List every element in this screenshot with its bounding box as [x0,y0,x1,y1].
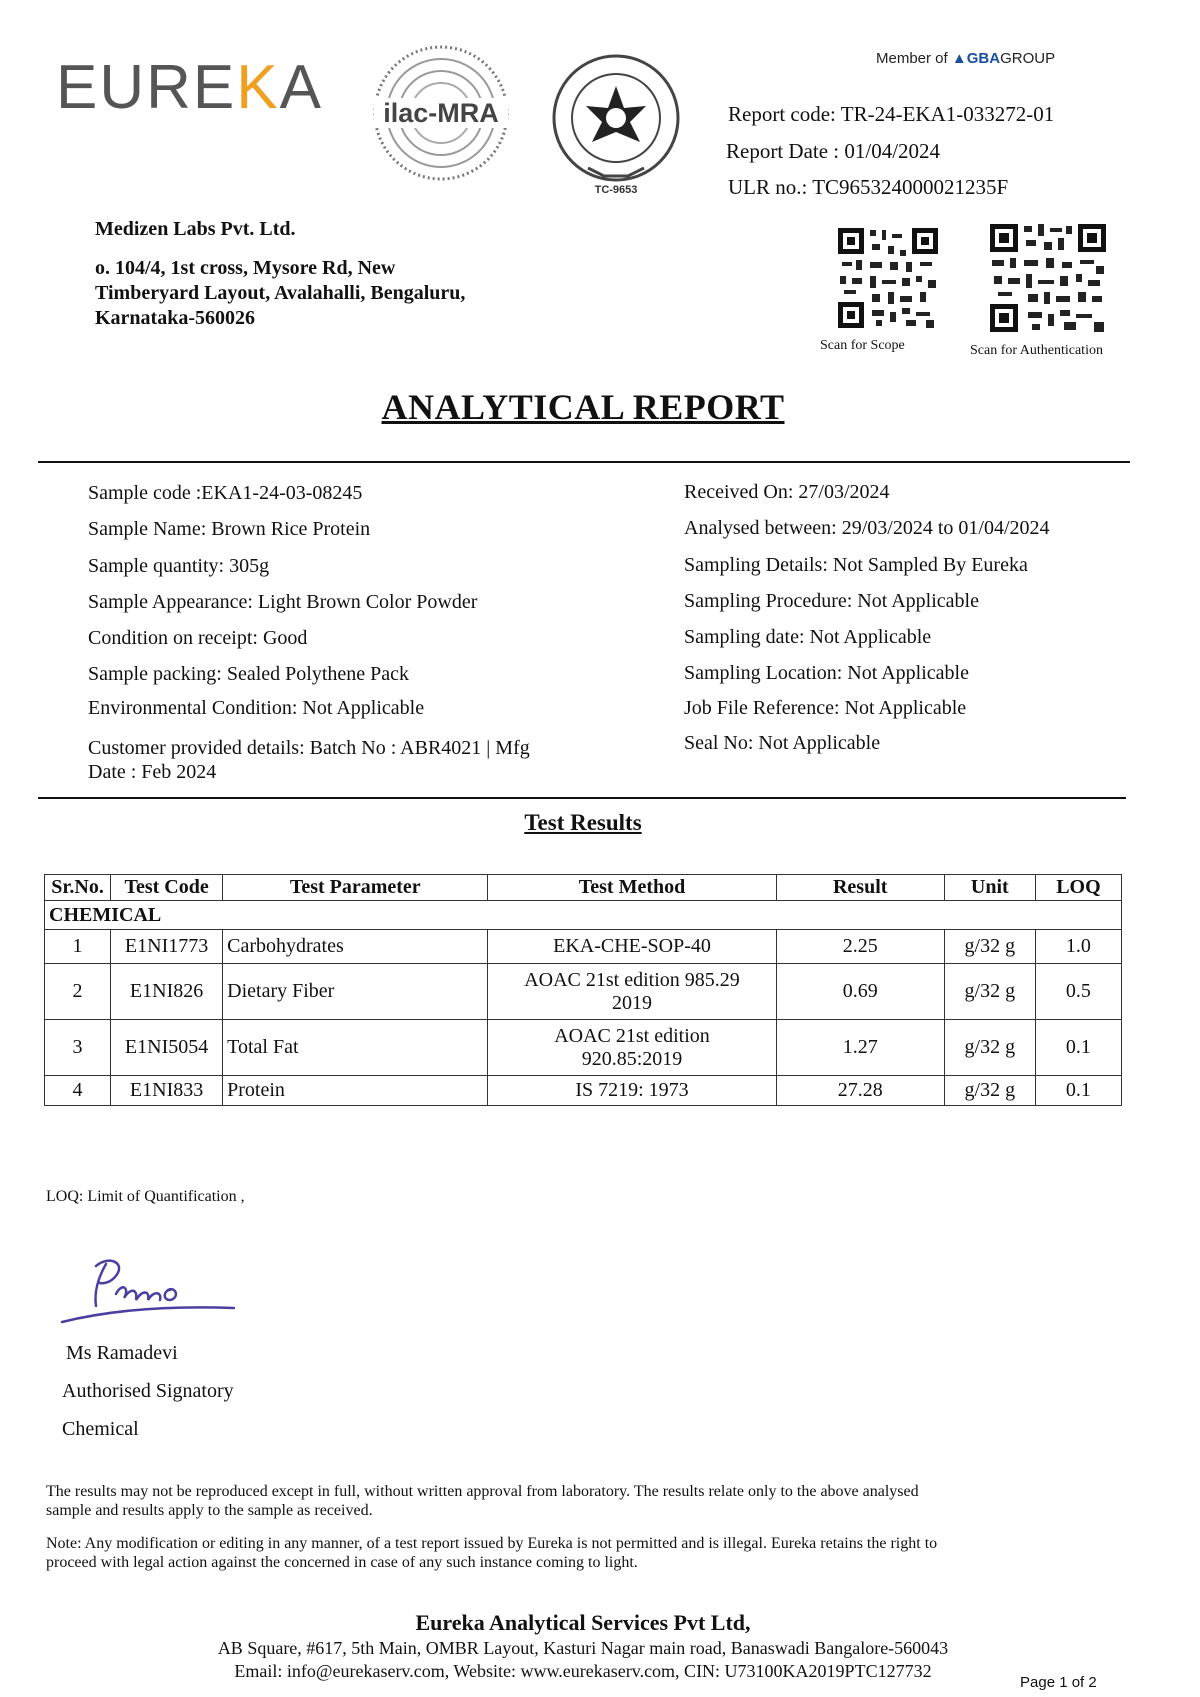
page-number: Page 1 of 2 [1020,1674,1097,1691]
analysed-between: Analysed between: 29/03/2024 to 01/04/2024 [684,517,1050,540]
cell-loq: 1.0 [1035,930,1121,964]
cell-test-parameter: Dietary Fiber [223,964,488,1020]
cell-sr-no: 1 [45,930,111,964]
sample-quantity: Sample quantity: 305g [88,554,270,577]
col-header-test-parameter: Test Parameter [223,875,488,901]
tc-number: TC-9653 [594,184,638,196]
section-label: CHEMICAL [45,901,1122,930]
cell-sr-no: 4 [45,1076,111,1106]
test-results-title: Test Results [524,810,642,835]
col-header-test-code: Test Code [111,875,223,901]
cell-result: 27.28 [776,1076,944,1106]
cell-sr-no: 3 [45,1020,111,1076]
method-line1: IS 7219: 1973 [575,1079,689,1101]
cell-result: 2.25 [776,930,944,964]
report-code: Report code: TR-24-EKA1-033272-01 [728,102,1055,126]
eureka-logo [56,52,323,123]
logo-text-part: EURE [56,53,237,122]
cell-result: 0.69 [776,964,944,1020]
signatory-title: Authorised Signatory [62,1380,234,1402]
col-header-unit: Unit [944,875,1035,901]
authentication-qr-code[interactable] [988,222,1108,334]
cell-test-code: E1NI1773 [111,930,223,964]
cell-test-code: E1NI833 [111,1076,223,1106]
received-on: Received On: 27/03/2024 [684,481,890,503]
cell-result: 1.27 [776,1020,944,1076]
table-row [45,1076,1122,1106]
method-line1: EKA-CHE-SOP-40 [553,935,711,957]
cell-unit: g/32 g [944,930,1035,964]
cell-test-method [488,1076,776,1106]
sample-info-right [684,480,1050,755]
method-line1: AOAC 21st edition [554,1024,710,1047]
sampling-details: Sampling Details: Not Sampled By Eureka [684,553,1028,576]
table-row [45,964,1122,1020]
cell-test-code: E1NI826 [111,964,223,1020]
condition-on-receipt: Condition on receipt: Good [88,627,308,650]
authentication-qr-label: Scan for Authentication [970,343,1103,358]
sampling-location: Sampling Location: Not Applicable [684,662,969,685]
footer-contact: Email: info@eurekaserv.com, Website: www.eurekaserv.com, CIN: U73100KA2019PTC127732 [234,1661,932,1681]
loq-note: LOQ: Limit of Quantification , [46,1188,245,1205]
cell-test-parameter: Carbohydrates [223,930,488,964]
disclaimer-modification [46,1534,937,1572]
footer-company: Eureka Analytical Services Pvt Ltd, [415,1610,751,1635]
job-file-reference: Job File Reference: Not Applicable [684,697,967,720]
report-date: Report Date : 01/04/2024 [726,139,941,163]
divider [38,797,1126,799]
table-row [45,930,1122,964]
disclaimer-reproduction [46,1482,919,1520]
scope-qr-code[interactable] [836,226,940,330]
signatory-department: Chemical [62,1418,139,1440]
member-of-gba [876,50,1055,67]
method-line2: 2019 [612,991,652,1014]
report-title: ANALYTICAL REPORT [381,387,785,427]
method-line1: AOAC 21st edition 985.29 [524,968,740,991]
logo-text-accent: K [236,53,280,122]
divider [38,461,1130,463]
customer-name: Medizen Labs Pvt. Ltd. [95,218,296,240]
sample-info-left [88,481,530,784]
disclaimer-line: The results may not be reproduced except in full, without written approval from laboratory. The results relate only to the above analysed [46,1483,919,1500]
col-header-test-method: Test Method [488,875,776,901]
col-header-sr-no: Sr.No. [45,875,111,901]
results-table [44,874,1122,1106]
gba-icon: ▲ [951,50,967,67]
table-row [45,1020,1122,1076]
cell-test-code: E1NI5054 [111,1020,223,1076]
ulr-number: ULR no.: TC965324000021235F [728,175,1009,199]
footer-address: AB Square, #617, 5th Main, OMBR Layout, Kasturi Nagar main road, Banaswadi Bangalore-560043 [217,1638,949,1658]
cell-loq: 0.5 [1035,964,1121,1020]
member-prefix: Member of [876,50,948,67]
customer-address-line3: Karnataka-560026 [95,307,255,329]
sample-name: Sample Name: Brown Rice Protein [88,518,371,541]
cell-unit: g/32 g [944,1020,1035,1076]
sampling-procedure: Sampling Procedure: Not Applicable [684,589,979,612]
col-header-result: Result [776,875,944,901]
sample-packing: Sample packing: Sealed Polythene Pack [88,663,410,686]
section-row [45,901,1122,930]
cell-loq: 0.1 [1035,1020,1121,1076]
customer-address-line1: o. 104/4, 1st cross, Mysore Rd, New [95,257,396,279]
scope-qr-label: Scan for Scope [820,338,905,353]
table-header-row [45,875,1122,901]
cell-test-method [488,930,776,964]
sampling-date: Sampling date: Not Applicable [684,626,932,649]
cell-unit: g/32 g [944,964,1035,1020]
disclaimer-line: proceed with legal action against the concerned in case of any such instance coming to light. [46,1554,638,1571]
member-group: GBA [966,50,1001,67]
method-line2: 920.85:2019 [581,1047,683,1070]
disclaimer-line: sample and results apply to the sample as received. [46,1502,373,1519]
nabl-seal [548,50,684,200]
cell-test-method [488,964,776,1020]
customer-address-line2: Timberyard Layout, Avalahalli, Bengaluru, [95,282,466,304]
logo-text-part: A [279,53,323,122]
sample-appearance: Sample Appearance: Light Brown Color Powder [88,590,478,613]
customer-provided-details: Customer provided details: Batch No : ABR4021 | Mfg [88,737,530,760]
environmental-condition: Environmental Condition: Not Applicable [88,697,425,720]
disclaimer-line: Note: Any modification or editing in any manner, of a test report issued by Eureka is not permitted and is illegal. Eureka retains the right to [46,1535,938,1552]
cell-test-parameter: Total Fat [223,1020,488,1076]
cell-sr-no: 2 [45,964,111,1020]
member-group-suffix: GROUP [1000,50,1056,67]
customer-provided-details-cont: Date : Feb 2024 [88,761,217,784]
col-header-loq: LOQ [1035,875,1121,901]
cell-loq: 0.1 [1035,1076,1121,1106]
signatory-name: Ms Ramadevi [66,1342,178,1364]
ilac-mra-text: ilac-MRA [383,98,499,128]
signature [58,1248,238,1324]
seal-no: Seal No: Not Applicable [684,732,881,755]
ilac-mra-seal [372,44,510,182]
cell-test-parameter: Protein [223,1076,488,1106]
sample-code: Sample code :EKA1-24-03-08245 [88,482,363,504]
cell-test-method [488,1020,776,1076]
cell-unit: g/32 g [944,1076,1035,1106]
